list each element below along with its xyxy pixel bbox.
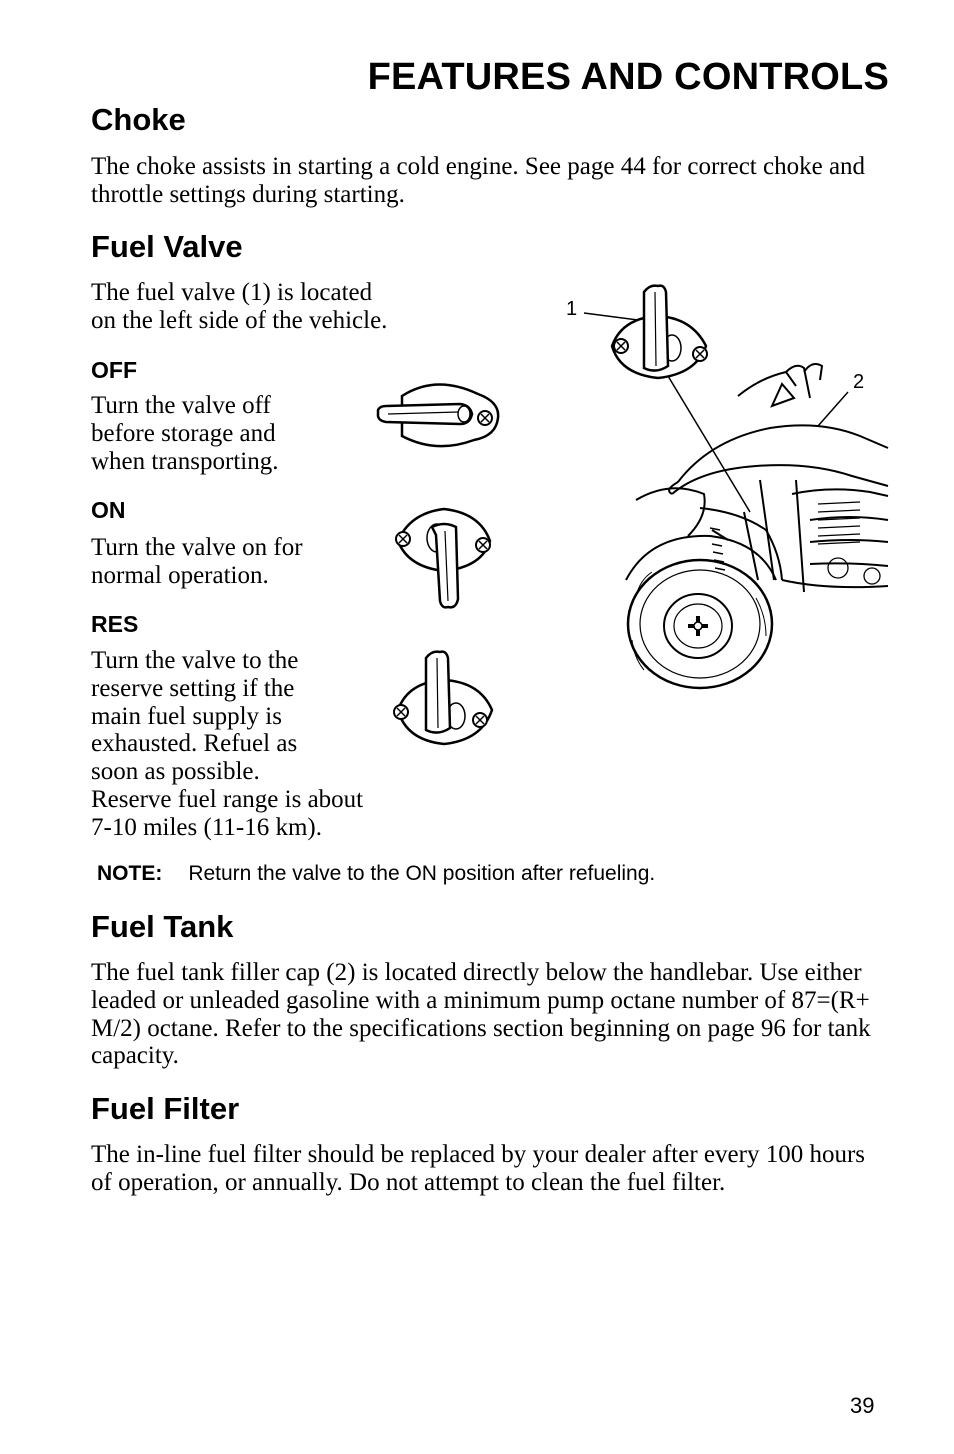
res-line: reserve setting if the: [91, 674, 295, 702]
valve-off-illustration: [374, 378, 502, 452]
fuel-tank-heading: Fuel Tank: [91, 909, 234, 944]
note: [97, 862, 655, 886]
off-line: before storage and: [91, 419, 276, 447]
fuel-filter-heading: Fuel Filter: [91, 1091, 240, 1126]
fuel-filter-body: The in-line fuel filter should be replaced by your dealer after every 100 hours of operation, or annually. Do not attempt to clean the fuel filter.: [91, 1141, 865, 1196]
fuel-valve-intro-line: The fuel valve (1) is located: [91, 279, 373, 306]
valve-detail-inset: [612, 286, 707, 378]
note-text: Return the valve to the ON position after refueling.: [188, 862, 656, 885]
res-line: main fuel supply is: [91, 702, 282, 730]
detail-pointer-line: [668, 376, 750, 512]
on-line: normal operation.: [91, 561, 269, 589]
choke-body: The choke assists in starting a cold engine. See page 44 for correct choke and throttle settings during starting.: [91, 153, 866, 208]
callout-1-leader: [584, 313, 638, 320]
note-label: NOTE:: [97, 862, 163, 885]
res-label: RES: [91, 611, 139, 637]
off-label: OFF: [91, 357, 137, 383]
atv-engine: [818, 502, 880, 584]
on-description: [91, 534, 303, 590]
res-line: 7-10 miles (11-16 km).: [91, 813, 322, 841]
atv-fuel-valve-figure: [560, 280, 890, 690]
res-description: [91, 647, 363, 842]
callout-2-label: 2: [853, 371, 865, 393]
off-description: [91, 392, 278, 475]
res-line: soon as possible.: [91, 758, 260, 786]
on-label: ON: [91, 497, 126, 523]
valve-res-illustration: [388, 648, 498, 748]
choke-heading: Choke: [91, 102, 186, 137]
off-line: Turn the valve off: [91, 392, 271, 419]
callout-1-label: 1: [566, 298, 578, 320]
res-line: Turn the valve to the: [91, 647, 299, 674]
res-line: Reserve fuel range is about: [91, 785, 364, 813]
on-line: Turn the valve on for: [91, 534, 303, 561]
fuel-tank-body: The fuel tank filler cap (2) is located directly below the handlebar. Use either leaded or unleaded gasoline with a minimum pump octane number of 87=(R+ M/2) octane. Refer to the specifications section beginning on page 96 for tank capacity.: [91, 959, 871, 1070]
fuel-valve-intro: [91, 279, 387, 335]
page-number: 39: [850, 1393, 875, 1418]
valve-on-illustration: [388, 505, 498, 611]
atv-front-wheel: [628, 560, 772, 688]
res-line: exhausted. Refuel as: [91, 730, 298, 758]
fuel-valve-heading: Fuel Valve: [91, 229, 243, 264]
off-line: when transporting.: [91, 447, 279, 475]
fuel-valve-intro-line: on the left side of the vehicle.: [91, 306, 388, 334]
callout-2-leader: [818, 392, 848, 426]
page-title: FEATURES AND CONTROLS: [367, 56, 889, 98]
